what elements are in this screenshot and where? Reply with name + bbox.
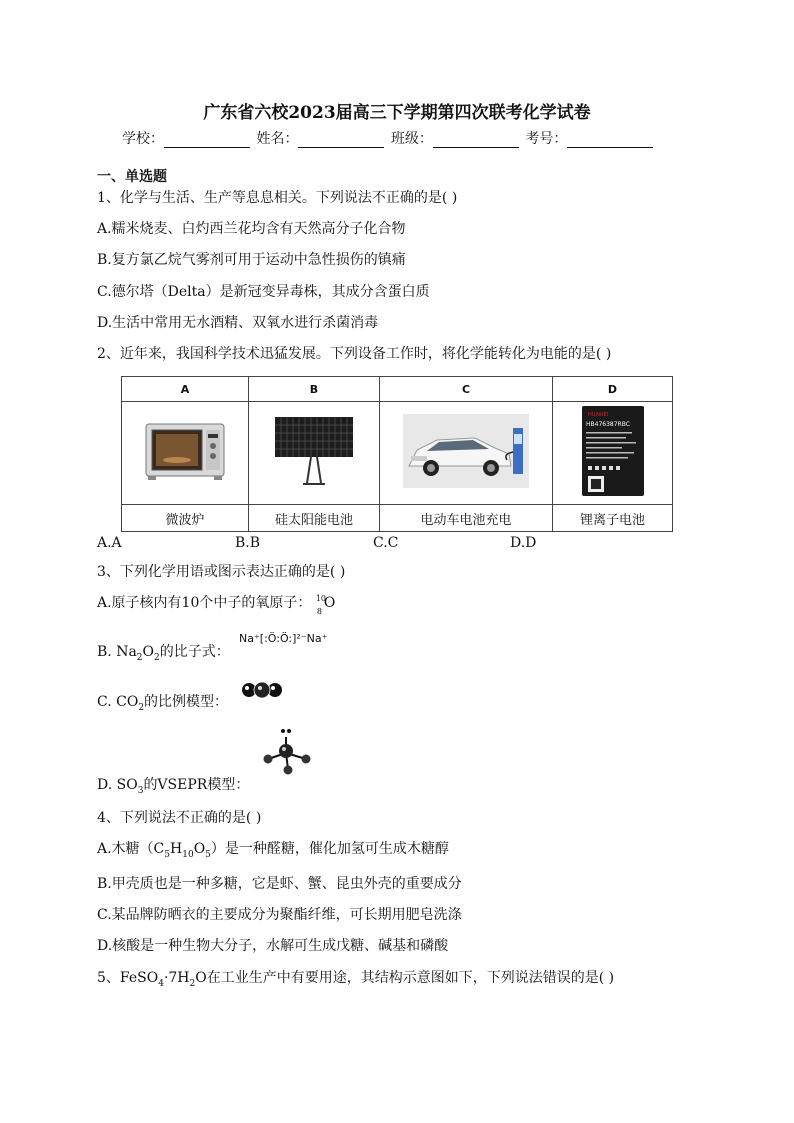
b-formula-o: O: [142, 644, 155, 660]
school-field[interactable]: [164, 133, 250, 148]
d-formula: D. SO: [97, 777, 138, 793]
q1-stem: 1、化学与生活、生产等息息相关。下列说法不正确的是( ): [97, 190, 458, 206]
b-formula-na: B. Na: [97, 644, 137, 660]
a-h: H: [170, 841, 183, 857]
a-sub-h: 10: [182, 849, 194, 860]
q1-option-a: A.糯米烧麦、白灼西兰花均含有天然高分子化合物: [97, 221, 406, 237]
microwave-image-cell: [122, 402, 249, 505]
svg-text:HUAWEI: HUAWEI: [587, 412, 608, 418]
q1-option-c: C.德尔塔（Delta）是新冠变异毒株，其成分含蛋白质: [97, 284, 430, 300]
electric-car-icon: [403, 414, 529, 488]
atomic-number: 8: [316, 607, 322, 616]
co2-model-icon: [240, 680, 284, 700]
q3-option-b: [97, 643, 230, 667]
q2-option-a: A.A: [97, 535, 122, 551]
q5-sub-1: 4: [158, 978, 164, 989]
solar-panel-icon: [273, 415, 355, 487]
q5-stem: [97, 969, 614, 993]
q4-option-c: C.某品牌防晒衣的主要成分为聚酯纤维，可长期用肥皂洗涤: [97, 907, 462, 923]
c-sub: 2: [138, 702, 145, 713]
q3-option-d: [97, 776, 249, 800]
page-title: 广东省六校2023届高三下学期第四次联考化学试卷: [203, 103, 591, 123]
q4-option-b: B.甲壳质也是一种多糖，它是虾、蟹、昆虫外壳的重要成分: [97, 876, 462, 892]
electron-formula: Na⁺[:Ö:Ö:]²⁻Na⁺: [239, 632, 328, 645]
header-c: C: [380, 377, 553, 402]
element-symbol: O: [323, 595, 336, 611]
solar-panel-image-cell: [249, 402, 380, 505]
q1-option-d: D.生活中常用无水酒精、双氧水进行杀菌消毒: [97, 315, 379, 331]
nuclide-notation: [315, 594, 327, 616]
b-sub-2: 2: [154, 652, 160, 663]
battery-model-text: HB476387RBC: [585, 421, 630, 428]
a-prefix: A.木糖（C: [97, 841, 165, 857]
section-heading: 一、单选题: [97, 169, 167, 185]
q5-part-2: ·7H: [163, 970, 190, 986]
school-label: 学校：: [122, 131, 164, 147]
label-a: 微波炉: [122, 505, 249, 532]
q2-option-d: D.D: [510, 535, 537, 551]
name-label: 姓名：: [256, 131, 299, 147]
q3-option-a-text: A.原子核内有10个中子的氧原子：: [97, 595, 312, 611]
d-sub: 3: [137, 785, 144, 796]
q3-option-c: [97, 693, 228, 717]
so3-vsepr-model-icon: [260, 727, 314, 777]
mass-number: 10: [315, 594, 327, 603]
name-field[interactable]: [298, 133, 384, 148]
ev-charging-image-cell: [380, 402, 553, 505]
q2-stem: 2、近年来，我国科学技术迅猛发展。下列设备工作时，将化学能转化为电能的是( ): [97, 346, 612, 362]
lithium-battery-icon: [580, 404, 646, 498]
device-table: [121, 376, 673, 532]
c-formula: C. CO: [97, 694, 139, 710]
microwave-icon: [144, 420, 226, 482]
q4-option-a: [97, 840, 449, 864]
header-a: A: [122, 377, 249, 402]
q4-stem: 4、下列说法不正确的是( ): [97, 810, 262, 826]
q4-option-d: D.核酸是一种生物大分子，水解可生成戊糖、碱基和磷酸: [97, 938, 449, 954]
q5-sub-2: 2: [189, 978, 196, 989]
q5-part-3: O在工业生产中有要用途，其结构示意图如下，下列说法错误的是( ): [195, 970, 615, 986]
q1-option-b: B.复方氯乙烷气雾剂可用于运动中急性损伤的镇痛: [97, 252, 406, 268]
header-b: B: [249, 377, 380, 402]
exam-no-field[interactable]: [567, 133, 653, 148]
q3-option-a: [97, 594, 336, 616]
q2-option-c: C.C: [373, 535, 399, 551]
d-suffix: 的VSEPR模型：: [143, 777, 250, 793]
label-b: 硅太阳能电池: [249, 505, 380, 532]
b-sub-1: 2: [136, 652, 143, 663]
label-c: 电动车电池充电: [380, 505, 553, 532]
class-field[interactable]: [433, 133, 519, 148]
b-suffix: 的比子式：: [159, 644, 230, 660]
c-suffix: 的比例模型：: [144, 694, 229, 710]
a-suffix: ）是一种醛糖，催化加氢可生成木糖醇: [210, 841, 449, 857]
student-info-line: [122, 128, 655, 148]
exam-no-label: 考号：: [525, 131, 568, 147]
q2-option-b: B.B: [235, 535, 261, 551]
a-sub-o: 5: [205, 849, 211, 860]
class-label: 班级：: [390, 131, 433, 147]
a-o: O: [193, 841, 206, 857]
a-sub-c: 5: [164, 849, 171, 860]
header-d: D: [553, 377, 673, 402]
label-d: 锂离子电池: [553, 505, 673, 532]
q3-stem: 3、下列化学用语或图示表达正确的是( ): [97, 564, 346, 580]
battery-image-cell: [553, 402, 673, 505]
q5-part-1: 5、FeSO: [97, 970, 159, 986]
